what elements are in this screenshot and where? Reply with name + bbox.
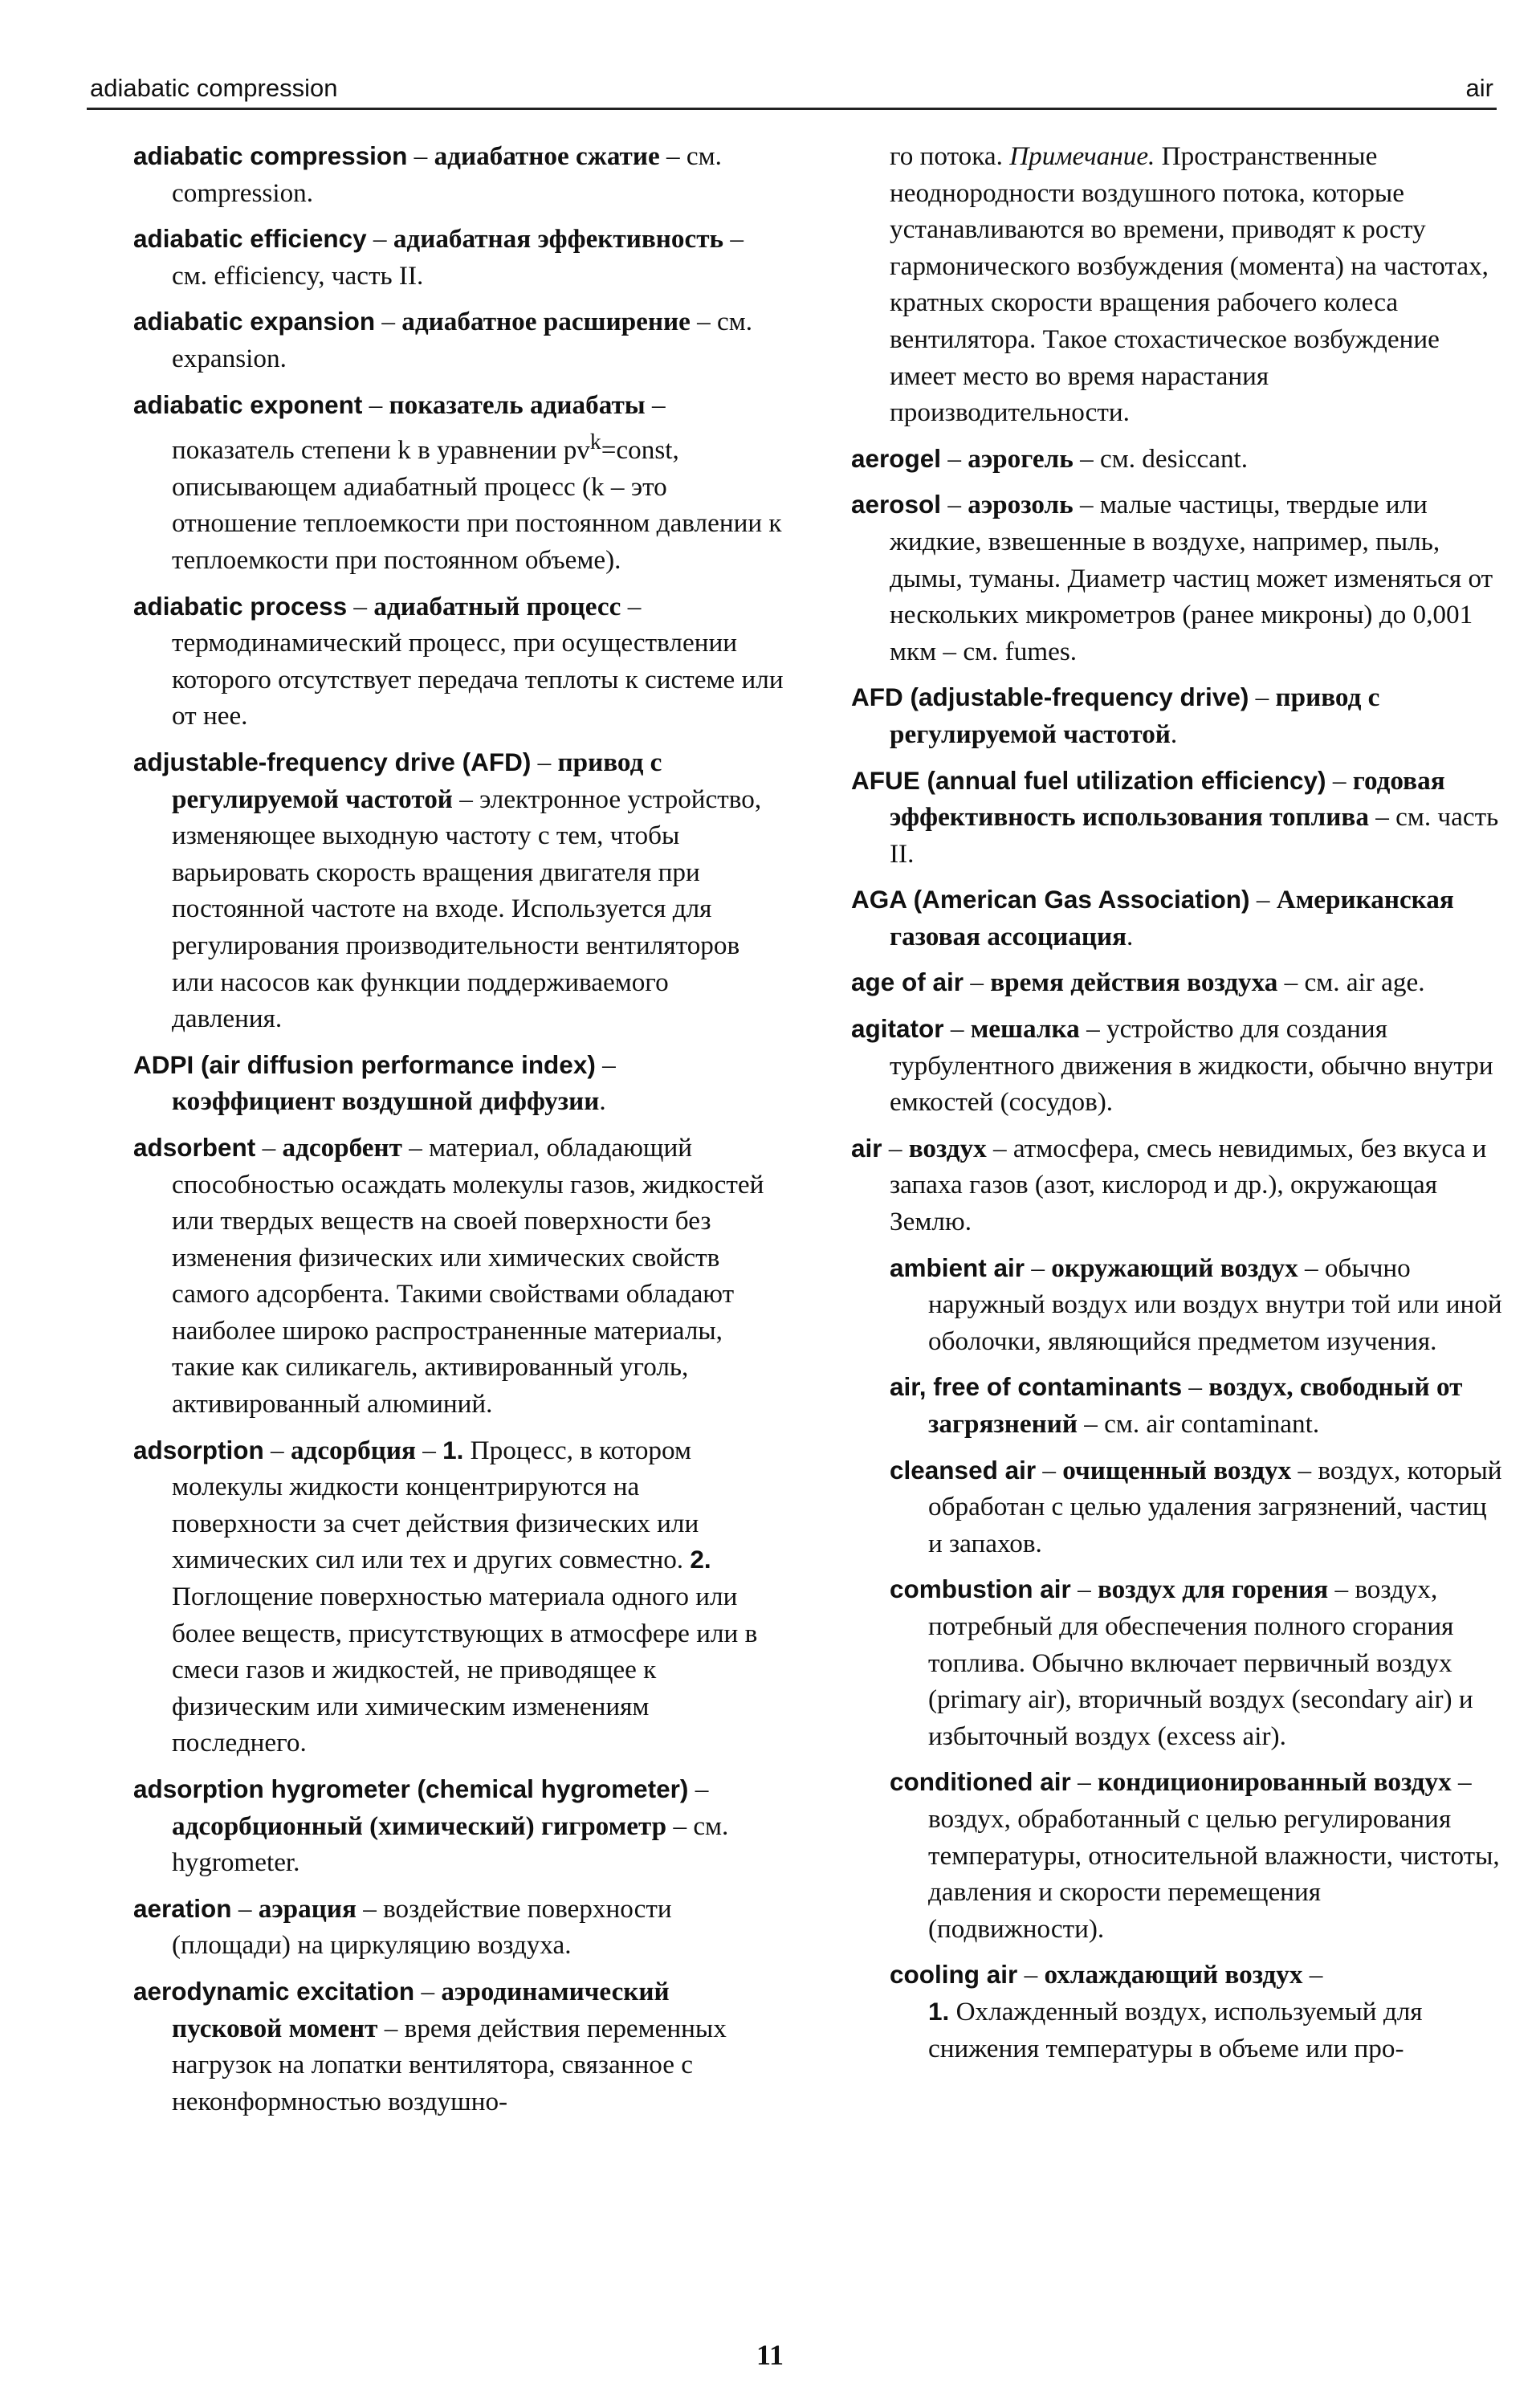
entry-translation: адсорбция (290, 1435, 416, 1465)
entry-term: adsorbent (133, 1132, 256, 1162)
entry-term: adiabatic expansion (133, 307, 376, 336)
left-column (133, 138, 785, 2129)
entry-translation: привод с регулируемой частотой (890, 682, 1380, 749)
sub-entry: cleansed air – очищенный воздух – воздух, который обработан с целью удаления загрязнений, частиц и запахов. (890, 1455, 1502, 1558)
entry-definition: – атмосфера, смесь невидимых, без вкуса и запаха газов (азот, кислород и др.), окружающая Землю. (890, 1133, 1487, 1237)
entry-definition: . (1170, 719, 1178, 749)
dictionary-entry: adiabatic compression – адиабатное сжатие – см. compression. (133, 141, 722, 208)
entry-definition: . (599, 1086, 606, 1117)
entry-term: adjustable-frequency drive (AFD) (133, 747, 532, 776)
entry-term: AGA (American Gas Association) (851, 885, 1250, 914)
superscript-k: k (589, 429, 601, 454)
entry-term: ADPI (air diffusion performance index) (133, 1049, 596, 1079)
entry-definition: Процесс, в котором молекулы жидкости концентрируются на поверхности за счет действия физических или химических сил или тех и других совместно. (172, 1435, 699, 1575)
entry-term: aerosol (851, 490, 942, 519)
entry-translation: годовая эффективность использования топлива (890, 765, 1445, 833)
dictionary-entry: aeration – аэрация – воздействие поверхности (площади) на циркуляцию воздуха. (133, 1893, 672, 1961)
entry-term: adiabatic exponent (133, 389, 363, 419)
entry-term: air, free of contaminants (890, 1372, 1183, 1402)
entry-definition: Охлажденный воздух, используемый для снижения температуры в объеме или про- (928, 1996, 1423, 2063)
dictionary-entry: aerodynamic excitation – аэродинамический пусковой момент – время действия переменных нагрузок на лопатки вентилятора, связанное с неконформностью воздушно- (133, 1976, 727, 2116)
entry-translation: охлаждающий воздух (1044, 1960, 1303, 1990)
dictionary-entry: adsorption hygrometer (chemical hygrometer) – адсорбционный (химический) гигрометр – см. hygrometer. (133, 1774, 729, 1878)
entry-term: AFUE (annual fuel utilization efficiency) (851, 765, 1326, 795)
page-number: 11 (756, 2339, 784, 2371)
sense-number: 1. (928, 1996, 950, 2026)
entry-definition: – термодинамический процесс, при осуществлении которого отсутствует передача теплоты к системе или от нее. (172, 591, 784, 731)
entry-definition: – см. air age. (1277, 967, 1425, 998)
right-column (851, 138, 1503, 2076)
dictionary-entry: age of air – время действия воздуха – см. air age. (851, 967, 1425, 998)
entry-definition-continued: =const, описывающем адиабатный процесс (k – это отношение теплоемкости при постоянном давлении к теплоемкости при постоянном объеме). (172, 435, 782, 575)
note-label: Примечание. (1009, 141, 1155, 171)
entry-translation: адиабатное сжатие (434, 141, 660, 171)
entry-term: cleansed air (890, 1455, 1037, 1485)
dictionary-entry: aerogel – аэрогель – см. desiccant. (851, 443, 1249, 474)
entry-translation: коэффициент воздушной диффузии (172, 1086, 600, 1117)
entry-translation: окружающий воздух (1051, 1252, 1298, 1283)
entry-definition: – обычно наружный воздух или воздух внутри той или иной оболочки, являющийся предметом изучения. (928, 1252, 1502, 1356)
entry-term: combustion air (890, 1574, 1071, 1604)
entry-definition: – малые частицы, твердые или жидкие, взвешенные в воздухе, например, пыль, дымы, туманы. Диаметр частиц может изменяться от нескольких микрометров (ранее микроны) до 0,001 мкм – см. fumes. (890, 490, 1493, 666)
entry-translation: аэродинамический пусковой момент (172, 1976, 670, 2043)
entry-definition: Поглощение поверхностью материала одного или более веществ, присутствующих в атмосфере или в смеси газов и жидкостей, не приводящее к физическим или химическим изменениям последнего. (172, 1582, 758, 1758)
entry-translation: Американская газовая ассоциация (890, 885, 1454, 951)
entry-translation: время действия воздуха (990, 967, 1278, 998)
entry-term: adiabatic process (133, 591, 348, 621)
dictionary-entry: agitator – мешалка – устройство для создания турбулентного движения в жидкости, обычно внутри емкостей (сосудов). (851, 1014, 1493, 1118)
entry-term: adsorption (133, 1435, 264, 1464)
entry-translation: адиабатный процесс (373, 591, 621, 621)
entry-translation: адсорбент (282, 1132, 402, 1163)
entry-definition: – время действия переменных нагрузок на лопатки вентилятора, связанное с неконформностью воздушно- (172, 2013, 727, 2116)
dictionary-entry: adsorption – адсорбция – 1. Процесс, в котором молекулы жидкости концентрируются на поверхности за счет действия физических или химических сил или тех и других совместно. 2. Поглощение поверхностью материала одного или более веществ, присутствующих в атмосфере или в смеси газов и жидкостей, не приводящее к физическим или химическим изменениям последнего. (133, 1435, 758, 1758)
entry-translation: мешалка (970, 1014, 1080, 1045)
dictionary-entry: adjustable-frequency drive (AFD) – привод с регулируемой частотой – электронное устройство, изменяющее выходную частоту с тем, чтобы варьировать скорость вращения двигателя при постоянной частоте на входе. Используется для регулирования производительности вентиляторов или насосов как функции поддерживаемого давления. (133, 747, 762, 1034)
entry-definition: – показатель степени k в уравнении pv (172, 389, 666, 466)
sense-number: 1. (442, 1435, 464, 1464)
sub-entry: conditioned air – кондиционированный воздух – воздух, обработанный с целью регулирования температуры, относительной влажности, чистоты, давления и скорости перемещения (подвижности). (890, 1767, 1500, 1944)
entry-term: adsorption hygrometer (chemical hygrometer) (133, 1774, 689, 1803)
dictionary-entry: AFUE (annual fuel utilization efficiency) – годовая эффективность использования топлива – см. часть II. (851, 765, 1499, 869)
entry-definition: – воздух, потребный для обеспечения полного сгорания топлива. Обычно включает первичный воздух (primary air), вторичный воздух (secondary air) и избыточный воздух (excess air). (928, 1574, 1473, 1751)
entry-definition: . (1126, 921, 1134, 951)
entry-term: aeration (133, 1893, 232, 1923)
entry-translation: аэрозоль (968, 490, 1074, 520)
dictionary-entry: aerosol – аэрозоль – малые частицы, твердые или жидкие, взвешенные в воздухе, например, пыль, дымы, туманы. Диаметр частиц может изменяться от нескольких микрометров (ранее микроны) до 0,001 мкм – см. fumes. (851, 490, 1493, 666)
entry-term: AFD (adjustable-frequency drive) (851, 682, 1249, 712)
dictionary-entry: adiabatic expansion – адиабатное расширение – см. expansion. (133, 307, 753, 373)
entry-term: ambient air (890, 1252, 1025, 1282)
entry-definition: – см. compression. (172, 141, 722, 208)
entry-translation: воздух (908, 1133, 987, 1163)
entry-definition: – см. hygrometer. (172, 1811, 729, 1878)
entry-translation: очищенный воздух (1062, 1455, 1292, 1485)
entry-definition: – см. часть II. (890, 802, 1499, 869)
entry-translation: привод с регулируемой частотой (172, 747, 662, 814)
entry-continuation: го потока. Примечание. Пространственные неоднородности воздушного потока, которые устанавливаются во времени, приводят к росту гармонического возбуждения (момента) на частотах, кратных скорости вращения рабочего колеса вентилятора. Такое стохастическое возбуждение имеет место во время нарастания производительности. (890, 141, 1489, 428)
entry-definition: – см. air contaminant. (1077, 1409, 1320, 1439)
dictionary-entry: AFD (adjustable-frequency drive) – привод с регулируемой частотой. (851, 682, 1380, 749)
dictionary-entry: air – воздух – атмосфера, смесь невидимых, без вкуса и запаха газов (азот, кислород и др.), окружающая Землю. (851, 1133, 1487, 1237)
entry-translation: адсорбционный (химический) гигрометр (172, 1811, 667, 1841)
sense-number: 2. (690, 1545, 711, 1574)
entry-definition: – см. efficiency, часть II. (172, 224, 744, 291)
entry-translation: адиабатная эффективность (393, 224, 724, 255)
entry-translation: кондиционированный воздух (1097, 1767, 1452, 1798)
entry-definition: – электронное устройство, изменяющее выходную частоту с тем, чтобы варьировать скорость вращения двигателя при постоянной частоте на входе. Используется для регулирования производительности вентиляторов или насосов как функции поддерживаемого давления. (172, 784, 762, 1034)
dictionary-entry: ADPI (air diffusion performance index) – коэффициент воздушной диффузии. (133, 1049, 616, 1117)
entry-definition: – материал, обладающий способностью осаждать молекулы газов, жидкостей или твердых веществ на своей поверхности без изменения физических или химических свойств самого адсорбента. Такими свойствами обладают наиболее широко распространенные материалы, такие как силикагель, активированный уголь, активированный алюминий. (172, 1132, 764, 1419)
entry-term: aerodynamic excitation (133, 1976, 415, 2006)
sub-entry: combustion air – воздух для горения – воздух, потребный для обеспечения полного сгорания топлива. Обычно включает первичный воздух (primary air), вторичный воздух (secondary air) и избыточный воздух (excess air). (890, 1574, 1473, 1751)
entry-translation: адиабатное расширение (401, 307, 691, 337)
entry-definition: – воздух, обработанный с целью регулирования температуры, относительной влажности, чистоты, давления и скорости перемещения (подвижности). (928, 1767, 1500, 1944)
entry-term: age of air (851, 967, 964, 997)
entry-term: cooling air (890, 1960, 1018, 1990)
entry-translation: воздух для горения (1097, 1574, 1329, 1605)
entry-term: agitator (851, 1014, 944, 1044)
entry-definition: – см. desiccant. (1073, 443, 1249, 474)
entry-term: air (851, 1133, 882, 1163)
sub-entry: cooling air – охлаждающий воздух – 1. Охлажденный воздух, используемый для снижения температуры в объеме или про- (890, 1960, 1423, 2063)
entry-definition: – устройство для создания турбулентного движения в жидкости, обычно внутри емкостей (сосудов). (890, 1014, 1493, 1118)
sub-entry: ambient air – окружающий воздух – обычно наружный воздух или воздух внутри той или иной оболочки, являющийся предметом изучения. (890, 1252, 1502, 1356)
entry-translation: воздух, свободный от загрязнений (928, 1372, 1463, 1439)
header-last-term: air (1465, 74, 1493, 102)
entry-definition: – воздух, который обработан с целью удаления загрязнений, частиц и запахов. (928, 1455, 1502, 1558)
header-first-term: adiabatic compression (90, 74, 338, 102)
dictionary-entry: adsorbent – адсорбент – материал, обладающий способностью осаждать молекулы газов, жидкостей или твердых веществ на своей поверхности без изменения физических или химических свойств самого адсорбента. Такими свойствами обладают наиболее широко распространенные материалы, такие как силикагель, активированный уголь, активированный алюминий. (133, 1132, 764, 1419)
entry-definition: – см. expansion. (172, 307, 753, 373)
sub-entry: air, free of contaminants – воздух, свободный от загрязнений – см. air contaminant. (890, 1372, 1463, 1439)
entry-definition: – воздействие поверхности (площади) на циркуляцию воздуха. (172, 1893, 672, 1961)
dictionary-entry: adiabatic efficiency – адиабатная эффективность – см. efficiency, часть II. (133, 224, 744, 291)
entry-translation: аэрогель (968, 443, 1074, 474)
entry-term: adiabatic compression (133, 141, 408, 170)
running-header (87, 69, 1497, 110)
entry-term: aerogel (851, 443, 942, 473)
dictionary-entry: adiabatic process – адиабатный процесс – термодинамический процесс, при осуществлении которого отсутствует передача теплоты к системе или от нее. (133, 591, 784, 731)
dictionary-entry: adiabatic exponent – показатель адиабаты – показатель степени k в уравнении $pv^k=const$, описывающем адиабатный процесс (k – это отношение теплоемкости при постоянном давлении к теплоемкости при постоянном объеме). (133, 389, 782, 575)
entry-translation: аэрация (258, 1893, 356, 1924)
entry-translation: показатель адиабаты (389, 389, 646, 420)
dictionary-entry: AGA (American Gas Association) – Американская газовая ассоциация. (851, 885, 1454, 951)
entry-term: conditioned air (890, 1767, 1071, 1797)
entry-term: adiabatic efficiency (133, 224, 367, 254)
